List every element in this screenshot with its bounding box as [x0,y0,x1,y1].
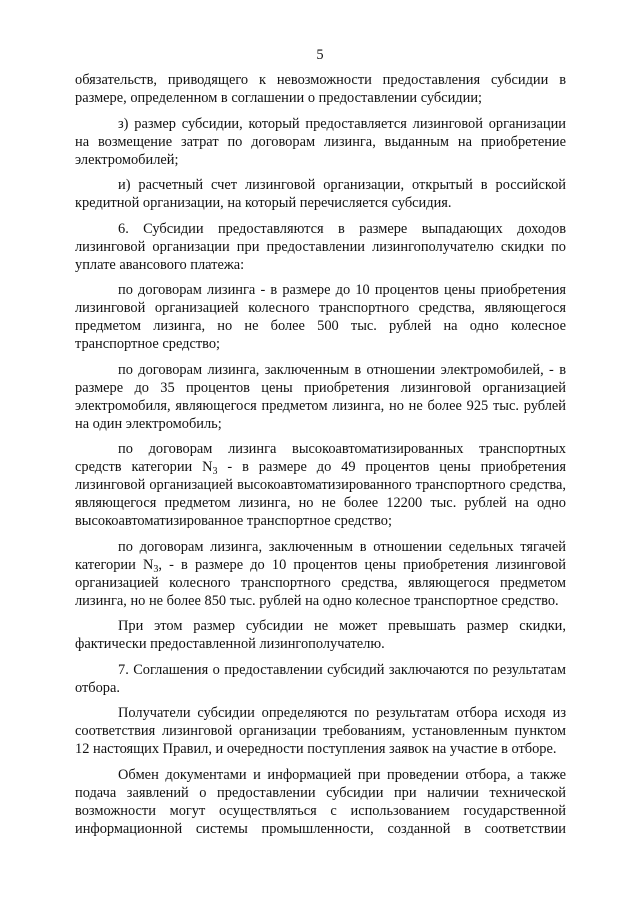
paragraph-item-z: з) размер субсидии, который предоставляется лизинговой организации на возмещение затрат по договорам лизинга, выданным на приобретение электромобилей; [75,115,566,168]
paragraph-document-exchange: Обмен документами и информацией при проведении отбора, а также подача заявлений о предоставлении субсидии при наличии технической возможности могут осуществляться с использованием государственной информационной системы промышленности, созданной в соответствии [75,766,566,837]
paragraph-leasing-electric-vehicles: по договорам лизинга, заключенным в отношении электромобилей, - в размере до 35 процентов цены приобретения лизинговой организацией электромобиля, являющегося предметом лизинга, но не более 925 тыс. рублей на один электромобиль; [75,361,566,432]
paragraph-leasing-tractor-units [75,538,566,610]
automated-vehicles-text-start: по договорам лизинга высокоавтоматизированных транспортных средств категории N [75,441,566,475]
paragraph-section-7: 7. Соглашения о предоставлении субсидий заключаются по результатам отбора. [75,661,566,696]
paragraph-item-i: и) расчетный счет лизинговой организации, открытый в российской кредитной организации, на который перечисляется субсидия. [75,177,566,211]
tractor-units-text-start: по договорам лизинга, заключенным в отношении седельных тягачей категории N [75,538,566,573]
category-subscript: 3 [153,563,159,575]
paragraph-recipients: Получатели субсидии определяются по результатам отбора исходя из соответствия лизинговой организации требованиям, установленным пунктом 12 настоящих Правил, и очередности поступления заявок на участие в отборе. [75,705,566,757]
paragraph-section-6: 6. Субсидии предоставляются в размере выпадающих доходов лизинговой организации при предоставлении лизингополучателю скидки по уплате авансового платежа: [75,220,566,273]
page-number: 5 [316,47,324,63]
paragraph-leasing-automated-vehicles [75,440,566,530]
tractor-units-text-end: , - в размере до 10 процентов цены приобретения лизинговой организацией колесного транспортного средства, являющегося предметом лизинга, но не более 850 тыс. рублей на одно колесное транспортное средство. [75,556,566,609]
paragraph-obligations-continuation: обязательств, приводящего к невозможности предоставления субсидии в размере, определенном в соглашении о предоставлении субсидии; [75,72,566,106]
paragraph-leasing-wheeled-vehicles: по договорам лизинга - в размере до 10 процентов цены приобретения лизинговой организацией колесного транспортного средства, являющегося предметом лизинга, но не более 500 тыс. рублей на одно колесное транспортное средство; [75,282,566,352]
paragraph-subsidy-limit: При этом размер субсидии не может превышать размер скидки, фактически предоставленной лизингополучателю. [75,618,566,652]
category-subscript: 3 [212,466,218,477]
automated-vehicles-text-end: - в размере до 49 процентов цены приобретения лизинговой организацией высокоавтоматизированного транспортного средства, являющегося предметом лизинга, но не более 12200 тыс. рублей на одно высокоавтоматизированное транспортное средство; [75,459,566,529]
document-body [75,71,566,845]
